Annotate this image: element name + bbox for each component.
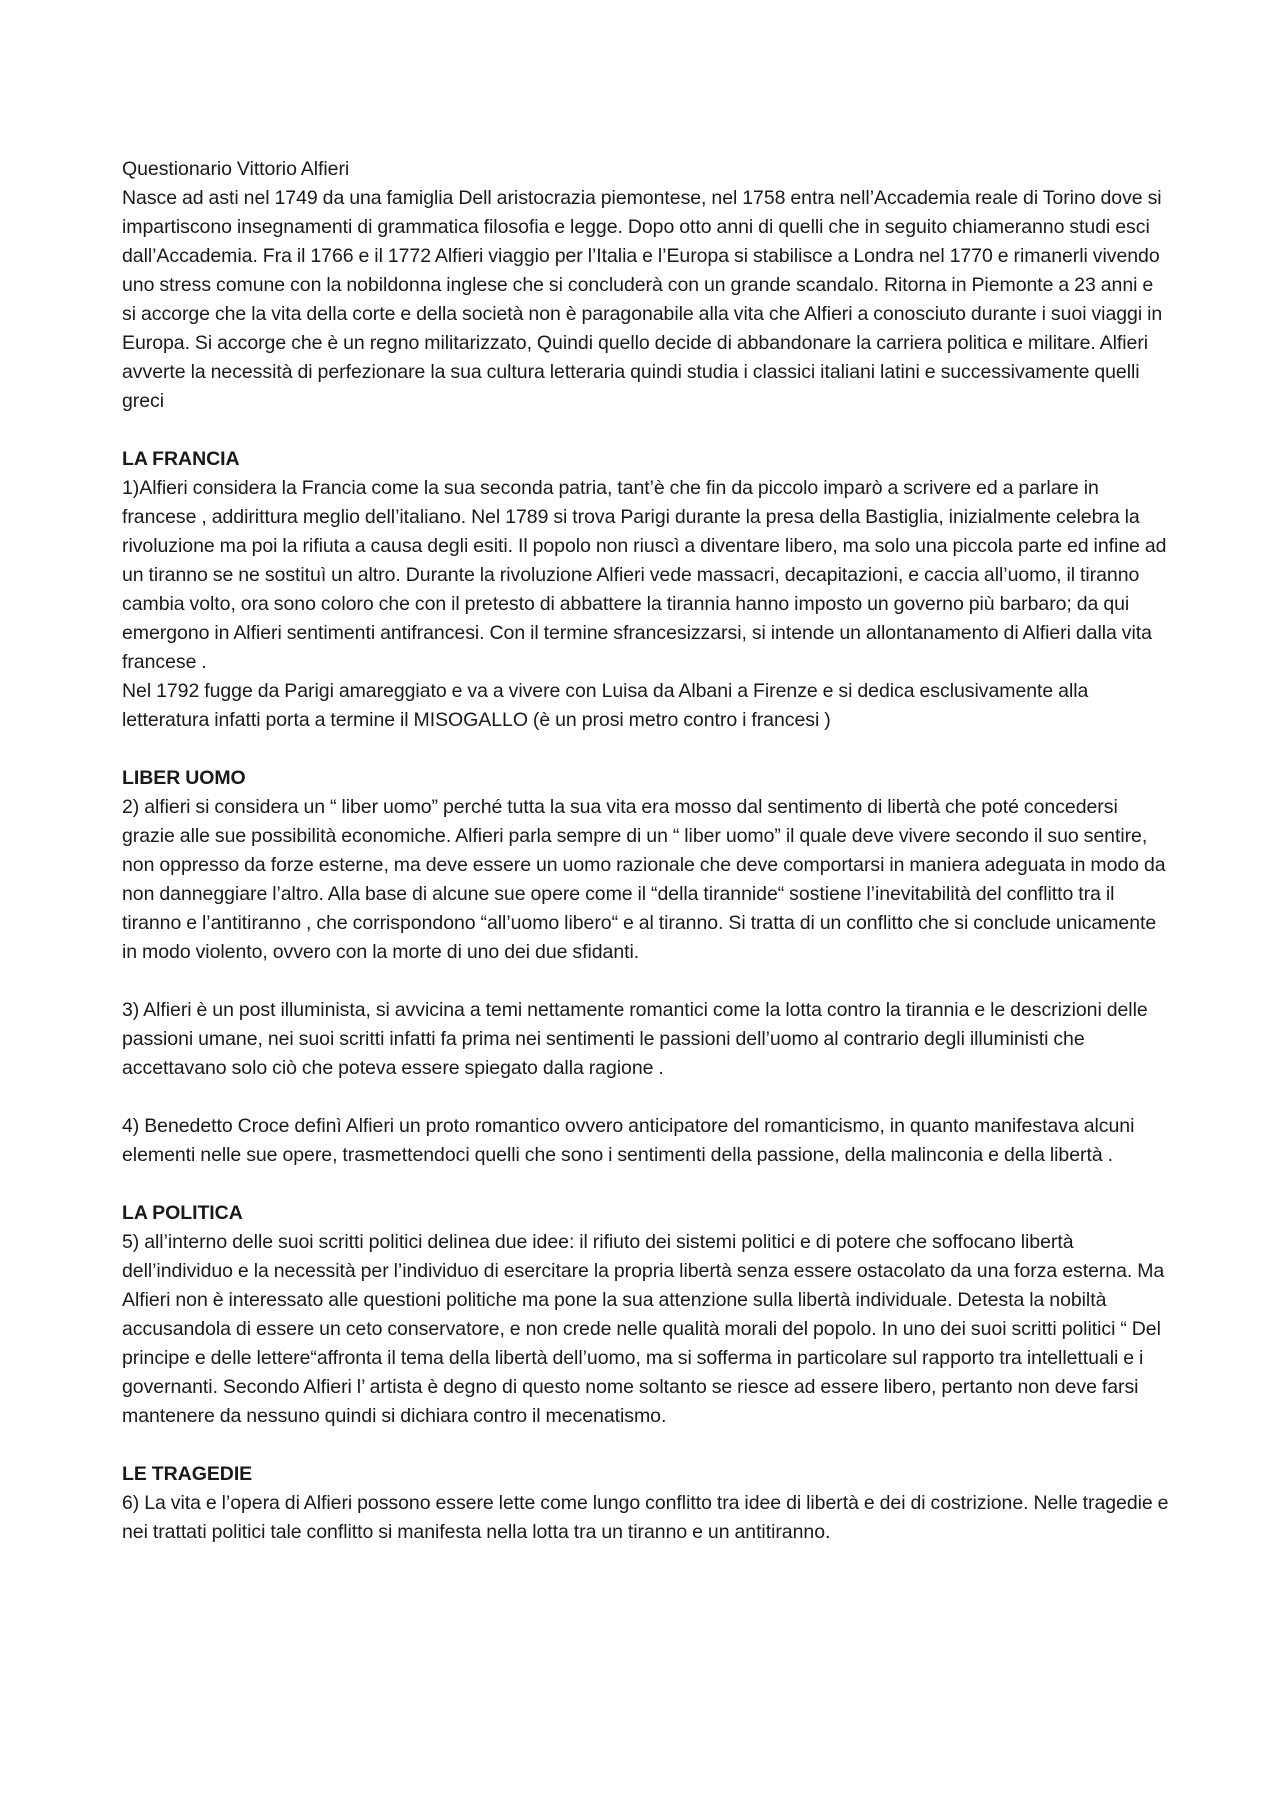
paragraph-answer-3: 3) Alfieri è un post illuminista, si avvicina a temi nettamente romantici come la lotta contro la tirannia e le descrizioni delle passioni umane, nei suoi scritti infatti fa prima nei sentimenti le passioni dell’uomo al contrario degli illuministi che accettavano solo ciò che poteva essere spiegato dalla ragione . [122,999,1148,1079]
paragraph-gap [122,1431,1172,1460]
paragraph-gap [122,1170,1172,1199]
paragraph-misogallo: Nel 1792 fugge da Parigi amareggiato e va a vivere con Luisa da Albani a Firenze e si dedica esclusivamente alla letteratura infatti porta a termine il MISOGALLO (è un prosi metro contro i francesi ) [122,680,1089,731]
paragraph-answer-1: 1)Alfieri considera la Francia come la sua seconda patria, tant’è che fin da piccolo imparò a scrivere ed a parlare in francese , addirittura meglio dell’italiano. Nel 1789 si trova Parigi durante la presa della Bastiglia, inizialmente celebra la rivoluzione ma poi la rifiuta a causa degli esiti. Il popolo non riuscì a diventare libero, ma solo una piccola parte ed infine ad un tiranno se ne sostituì un altro. Durante la rivoluzione Alfieri vede massacri, decapitazioni, e caccia all’uomo, il tiranno cambia volto, ora sono coloro che con il pretesto di abbattere la tirannia hanno imposto un governo più barbaro; da qui emergono in Alfieri sentimenti antifrancesi. Con il termine sfrancesizzarsi, si intende un allontanamento di Alfieri dalla vita francese . [122,477,1167,673]
heading-la-francia: LA FRANCIA [122,448,240,470]
paragraph-gap [122,967,1172,996]
paragraph-answer-2: 2) alfieri si considera un “ liber uomo” perché tutta la sua vita era mosso dal sentimento di libertà che poté concedersi grazie alle sue possibilità economiche. Alfieri parla sempre di un “ liber uomo” il quale deve vivere secondo il suo sentire, non oppresso da forze esterne, ma deve essere un uomo razionale che deve comportarsi in maniera adeguata in modo da non danneggiare l’altro. Alla base di alcune sue opere come il “della tirannide“ sostiene l’inevitabilità del conflitto tra il tiranno e l’antitiranno , che corrispondono “all’uomo libero“ e al tiranno. Si tratta di un conflitto che si conclude unicamente in modo violento, ovvero con la morte di uno dei due sfidanti. [122,796,1166,963]
paragraph-gap [122,735,1172,764]
heading-la-politica: LA POLITICA [122,1202,243,1224]
paragraph-gap [122,1083,1172,1112]
document-page [122,155,1172,1547]
heading-liber-uomo: LIBER UOMO [122,767,246,789]
paragraph-answer-6: 6) La vita e l’opera di Alfieri possono essere lette come lungo conflitto tra idee di libertà e dei di costrizione. Nelle tragedie e nei trattati politici tale conflitto si manifesta nella lotta tra un tiranno e un antitiranno. [122,1492,1169,1543]
paragraph-answer-4: 4) Benedetto Croce definì Alfieri un proto romantico ovvero anticipatore del romanticismo, in quanto manifestava alcuni elementi nelle sue opere, trasmettendoci quelli che sono i sentimenti della passione, della malinconia e della libertà . [122,1115,1135,1166]
paragraph-gap [122,416,1172,445]
paragraph-answer-5: 5) all’interno delle suoi scritti politici delinea due idee: il rifiuto dei sistemi politici e di potere che soffocano libertà dell’individuo e la necessità per l’individuo di esercitare la propria libertà senza essere ostacolato da una forza esterna. Ma Alfieri non è interessato alle questioni politiche ma pone la sua attenzione sulla libertà individuale. Detesta la nobiltà accusandola di essere un ceto conservatore, e non crede nelle qualità morali del popolo. In uno dei suoi scritti politici “ Del principe e delle lettere“affronta il tema della libertà dell’uomo, ma si sofferma in particolare sul rapporto tra intellettuali e i governanti. Secondo Alfieri l’ artista è degno di questo nome soltanto se riesce ad essere libero, pertanto non deve farsi mantenere da nessuno quindi si dichiara contro il mecenatismo. [122,1231,1165,1427]
intro-paragraph: Nasce ad asti nel 1749 da una famiglia Dell aristocrazia piemontese, nel 1758 entra nell’Accademia reale di Torino dove si impartiscono insegnamenti di grammatica filosofia e legge. Dopo otto anni di quelli che in seguito chiameranno studi esci dall’Accademia. Fra il 1766 e il 1772 Alfieri viaggio per l’Italia e l’Europa si stabilisce a Londra nel 1770 e rimanerli vivendo uno stress comune con la nobildonna inglese che si concluderà con un grande scandalo. Ritorna in Piemonte a 23 anni e si accorge che la vita della corte e della società non è paragonabile alla vita che Alfieri a conosciuto durante i suoi viaggi in Europa. Si accorge che è un regno militarizzato, Quindi quello decide di abbandonare la carriera politica e militare. Alfieri avverte la necessità di perfezionare la sua cultura letteraria quindi studia i classici italiani latini e successivamente quelli greci [122,187,1163,412]
heading-le-tragedie: LE TRAGEDIE [122,1463,253,1485]
document-title: Questionario Vittorio Alfieri [122,158,350,180]
